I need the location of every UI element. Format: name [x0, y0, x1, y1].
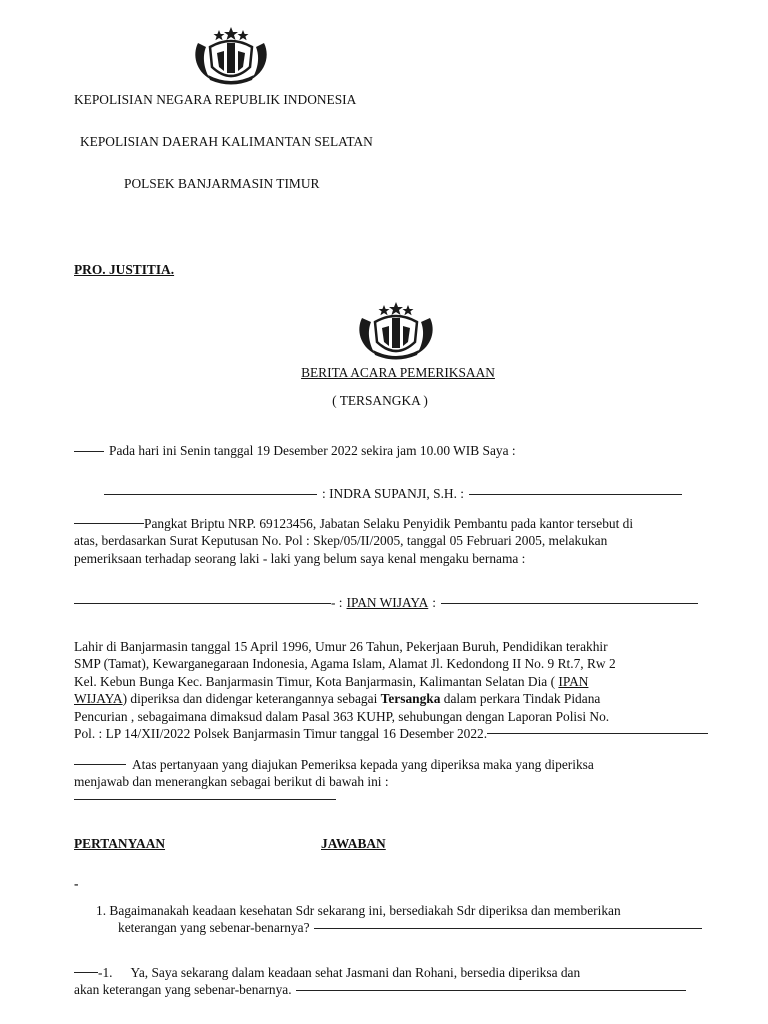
identity-text: dalam perkara Tindak Pidana: [440, 691, 601, 707]
header-line-3: POLSEK BANJARMASIN TIMUR: [124, 176, 320, 191]
answer-1-line-2: [74, 981, 686, 998]
statement-line-2: menjawab dan menerangkan sebagai berikut di bawah ini :: [74, 774, 389, 790]
leader-line: [74, 451, 104, 452]
leader-line: [441, 603, 698, 604]
statement-line-1: [74, 756, 714, 773]
answer-1-line-1: [74, 964, 714, 981]
authority-line-2: atas, berdasarkan Surat Keputusan No. Pol : Skep/05/II/2005, tanggal 05 Februari 2005, melakukan: [74, 533, 608, 549]
identity-line-2: SMP (Tamat), Kewarganegaraan Indonesia, Agama Islam, Alamat Jl. Kedondong II No. 9 Rt.7, Rw 2: [74, 656, 616, 672]
authority-line-1: [74, 515, 714, 532]
identity-paragraph: [74, 638, 714, 742]
question-text: Bagaimanakah keadaan kesehatan Sdr sekarang ini, bersediakah Sdr diperiksa dan memberikan: [109, 903, 621, 918]
question-1: [96, 902, 716, 937]
leader-line: [487, 733, 708, 734]
identity-line-1: Lahir di Banjarmasin tanggal 15 April 1996, Umur 26 Tahun, Pekerjaan Buruh, Pendidikan terakhir: [74, 639, 608, 654]
leader-line: [74, 972, 98, 973]
header-line-2: KEPOLISIAN DAERAH KALIMANTAN SELATAN: [80, 134, 373, 149]
authority-paragraph: [74, 515, 714, 567]
leader-line: [74, 764, 126, 765]
suspect-prefix: - :: [331, 595, 343, 610]
identity-line-4: [74, 690, 714, 707]
leader-line: [74, 603, 331, 604]
suspect-status: Tersangka: [380, 691, 441, 707]
identity-line-5: Pencurian , sebagaimana dimaksud dalam Pasal 363 KUHP, sehubungan dengan Laporan Polisi No.: [74, 708, 610, 724]
investigator-name: : INDRA SUPANJI, S.H. :: [322, 486, 464, 501]
separator-dash: -: [74, 876, 79, 891]
question-1-line-1: [96, 902, 716, 919]
opening-line: [74, 443, 516, 459]
identity-text: Kel. Kebun Bunga Kec. Banjarmasin Timur, Kota Banjarmasin, Kalimantan Selatan Dia (: [74, 673, 559, 689]
suspect-name: IPAN WIJAYA: [346, 595, 429, 610]
question-1-line-2: [96, 919, 702, 936]
suspect-line: [74, 595, 698, 611]
pro-justitia-label: PRO. JUSTITIA.: [74, 262, 175, 277]
authority-text: Pangkat Briptu NRP. 69123456, Jabatan Selaku Penyidik Pembantu pada kantor tersebut di: [144, 516, 634, 531]
question-number: 1.: [96, 903, 107, 918]
identity-line-3: [74, 673, 714, 690]
identity-line-6: [74, 725, 708, 742]
question-text: keterangan yang sebenar-benarnya?: [118, 920, 310, 936]
suspect-name-part: IPAN: [558, 673, 589, 689]
leader-line: [314, 928, 702, 929]
leader-line: [104, 494, 317, 495]
leader-line: [469, 494, 682, 495]
police-crest-logo: [190, 25, 272, 87]
statement-paragraph: [74, 756, 714, 800]
leader-line: [74, 523, 144, 524]
column-header-question: PERTANYAAN: [74, 836, 166, 851]
answer-text: akan keterangan yang sebenar-benarnya.: [74, 982, 292, 998]
statement-text: Atas pertanyaan yang diajukan Pemeriksa kepada yang diperiksa maka yang diperiksa: [132, 757, 594, 772]
suspect-suffix: :: [432, 595, 436, 610]
leader-line: [296, 990, 686, 991]
suspect-name-part: WIJAYA: [74, 691, 123, 707]
document-subtitle: ( TERSANGKA ): [332, 393, 428, 408]
police-crest-logo: [354, 300, 438, 362]
identity-text: Pol. : LP 14/XII/2022 Polsek Banjarmasin Timur tanggal 16 Desember 2022.: [74, 726, 488, 742]
identity-text: ) diperiksa dan didengar keterangannya sebagai: [122, 691, 381, 707]
answer-number: -1.: [98, 965, 113, 980]
opening-text: Pada hari ini Senin tanggal 19 Desember 2022 sekira jam 10.00 WIB Saya :: [109, 443, 516, 458]
investigator-line: [104, 486, 682, 502]
authority-line-3: pemeriksaan terhadap seorang laki - laki yang belum saya kenal mengaku bernama :: [74, 550, 526, 566]
leader-line: [74, 799, 336, 800]
answer-text: Ya, Saya sekarang dalam keadaan sehat Jasmani dan Rohani, bersedia diperiksa dan: [130, 965, 581, 980]
column-header-answer: JAWABAN: [321, 836, 386, 851]
header-line-1: KEPOLISIAN NEGARA REPUBLIK INDONESIA: [74, 92, 357, 107]
document-title: BERITA ACARA PEMERIKSAAN: [301, 365, 495, 380]
answer-1: [74, 964, 714, 999]
